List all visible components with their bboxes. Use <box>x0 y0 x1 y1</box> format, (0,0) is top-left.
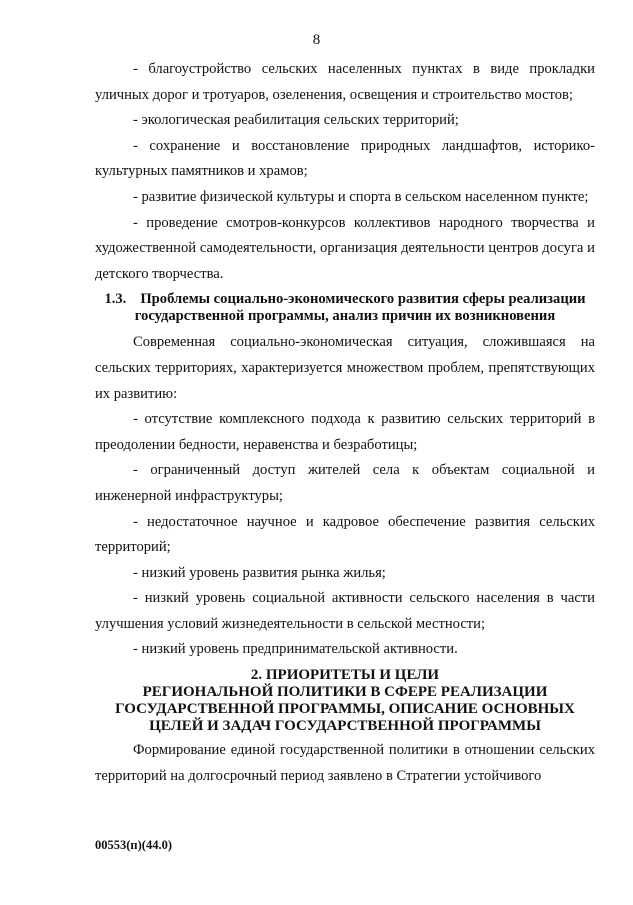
list-item: - отсутствие комплексного подхода к развитию сельских территорий в преодолении бедности, неравенства и безработицы; <box>95 411 595 453</box>
list-item: - благоустройство сельских населенных пунктах в виде прокладки уличных дорог и тротуаров, озеленения, освещения и строительство мостов; <box>95 61 595 103</box>
list-item: - экологическая реабилитация сельских территорий; <box>133 112 459 129</box>
document-code: 00553(п)(44.0) <box>95 838 172 852</box>
section-heading <box>95 667 595 735</box>
page-number: 8 <box>312 32 321 48</box>
list-item: - низкий уровень предпринимательской активности. <box>133 641 458 658</box>
list-item: - сохранение и восстановление природных ландшафтов, историко-культурных памятников и храмов; <box>95 137 595 180</box>
list-item: - развитие физической культуры и спорта в сельском населенном пункте; <box>133 188 589 205</box>
section-heading-line: РЕГИОНАЛЬНОЙ ПОЛИТИКИ В СФЕРЕ РЕАЛИЗАЦИИ <box>142 684 548 701</box>
list-item: - недостаточное научное и кадровое обеспечение развития сельских территорий; <box>95 513 595 556</box>
intro-paragraph: Современная социально-экономическая ситуация, сложившаяся на сельских территориях, характеризуется множеством проблем, препятствующих их развитию: <box>95 334 595 402</box>
list-item: - проведение смотров-конкурсов коллективов народного творчества и художественной самодеятельности, организация деятельности центров досуга и детского творчества. <box>95 214 595 282</box>
section-heading-line: 2. ПРИОРИТЕТЫ И ЦЕЛИ <box>250 667 440 684</box>
document-body <box>95 57 595 789</box>
subsection-heading <box>95 291 595 324</box>
section-heading-line: ЦЕЛЕЙ И ЗАДАЧ ГОСУДАРСТВЕННОЙ ПРОГРАММЫ <box>149 718 541 735</box>
subsection-number: 1.3. <box>104 291 127 308</box>
body-paragraph: Формирование единой государственной политики в отношении сельских территорий на долгосрочный период заявлено в Стратегии устойчивого <box>95 742 595 784</box>
list-item: - низкий уровень развития рынка жилья; <box>133 564 386 581</box>
subsection-title: Проблемы социально-экономического развития сферы реализации государственной программы, анализ причин их возникновения <box>134 291 586 324</box>
list-item: - ограниченный доступ жителей села к объектам социальной и инженерной инфраструктуры; <box>95 462 595 504</box>
list-item: - низкий уровень социальной активности сельского населения в части улучшения условий жизнедеятельности в сельской местности; <box>95 590 595 632</box>
section-heading-line: ГОСУДАРСТВЕННОЙ ПРОГРАММЫ, ОПИСАНИЕ ОСНОВНЫХ <box>115 701 575 718</box>
